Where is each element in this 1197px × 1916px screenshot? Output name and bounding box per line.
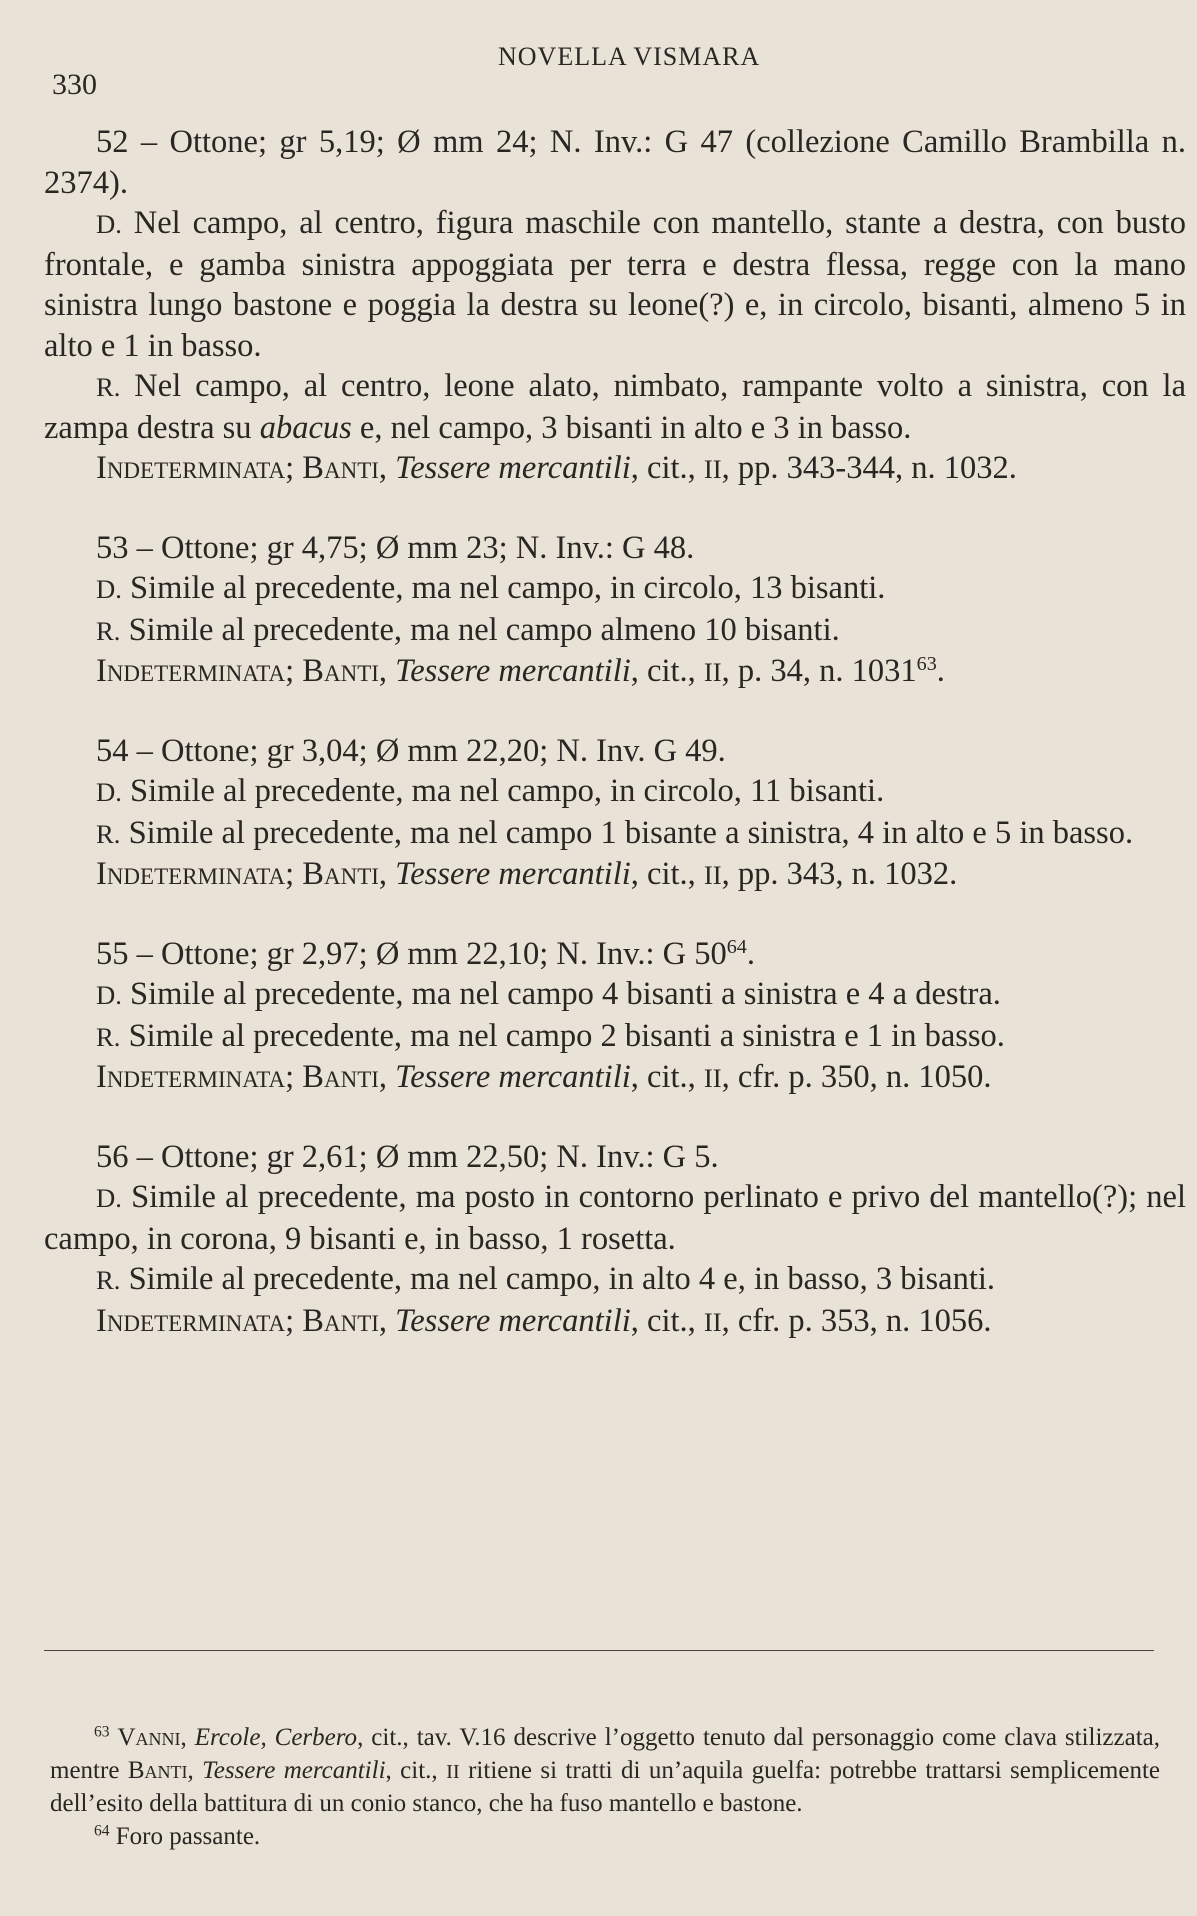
obverse-text: Nel campo, al centro, figura maschile con mantello, stante a destra, con busto frontale, e gamba sinistra appoggiata per terra e destra flessa, regge con la mano sinistra lungo bastone e poggia la destra su leone(?) e, in circolo, bisanti, almeno 5 in alto e 1 in basso. [44, 205, 1186, 364]
entry-heading: 54 – Ottone; gr 3,04; Ø mm 22,20; N. Inv. G 49. [96, 732, 726, 769]
bibliographic-reference: Indeterminata; Banti, Tessere mercantili, cit., II, pp. 343-344, n. 1032. [96, 450, 1017, 486]
reverse-label: R. [96, 1021, 121, 1052]
classification: Indeterminata [96, 450, 286, 486]
classification: Indeterminata [96, 856, 286, 892]
volume: II [703, 1063, 722, 1093]
reverse-label: R. [96, 372, 121, 402]
catalogue-entry-53 [44, 528, 1186, 693]
catalogue-entry-55 [44, 934, 1186, 1099]
catalogue-entry-52 [44, 122, 1186, 490]
work-title: Ercole, Cerbero [194, 1724, 358, 1751]
author: Banti [302, 450, 379, 486]
entry-heading: 53 – Ottone; gr 4,75; Ø mm 23; N. Inv.: G 48. [96, 529, 695, 566]
footnote-ref-64[interactable]: 64 [726, 935, 747, 958]
entry-heading: 55 – Ottone; gr 2,97; Ø mm 22,10; N. Inv.: G $50^{64}$. [96, 935, 755, 972]
obverse-description: D. Simile al precedente, ma nel campo, in circolo, 11 bisanti. [96, 773, 885, 809]
bibliographic-reference: Indeterminata; Banti, Tessere mercantili, cit., II, p. 34, n. 1031$^{63}$. [96, 652, 945, 689]
reverse-label: R. [96, 1265, 121, 1295]
work-title: Tessere mercantili [395, 450, 631, 486]
italic-term: abacus [259, 409, 352, 446]
footnote-marker: 63 [94, 1723, 110, 1741]
work-title: Tessere mercantili [395, 1059, 631, 1095]
classification: Indeterminata [96, 1059, 286, 1095]
reverse-description: R. Nel campo, al centro, leone alato, nimbato, rampante volto a sinistra, con la zampa destra su abacus e, nel campo, 3 bisanti in alto e 3 in basso. [44, 368, 1186, 446]
reverse-description: R. Simile al precedente, ma nel campo almeno 10 bisanti. [96, 611, 840, 648]
work-title: Tessere mercantili [395, 1302, 631, 1339]
bibliographic-reference: Indeterminata; Banti, Tessere mercantili, cit., II, pp. 343, n. 1032. [96, 856, 958, 892]
reverse-description: R. Simile al precedente, ma nel campo 1 bisante a sinistra, 4 in alto e 5 in basso. [96, 814, 1134, 851]
author: Banti [302, 856, 379, 892]
reverse-label: R. [96, 615, 121, 646]
volume: II [446, 1760, 460, 1783]
footnote-63: $^{63}$ Vanni, Ercole, Cerbero, cit., tav. V.16 descrive l’oggetto tenuto dal personaggio come clava stilizzata, mentre Banti, Tessere mercantili, cit., II ritiene si tratti di un’aquila guelfa: potrebbe trattarsi semplicemente dell’esito della battitura di un conio stanco, che ha fuso mantello e bastone. [50, 1723, 1161, 1817]
classification: Indeterminata [96, 1302, 286, 1339]
footnote-marker: 64 [94, 1821, 110, 1839]
obverse-label: D. [96, 1183, 122, 1213]
author: Banti [302, 653, 379, 689]
entry-heading: 52 – Ottone; gr 5,19; Ø mm 24; N. Inv.: G 47 (collezione Camillo Brambilla n. 2374). [44, 124, 1186, 201]
footnote-ref-63[interactable]: 63 [916, 652, 937, 675]
obverse-description: D. Simile al precedente, ma posto in contorno perlinato e privo del mantello(?); nel campo, in corona, 9 bisanti e, in basso, 1 rosetta. [44, 1179, 1186, 1257]
work-title: Tessere mercantili [395, 653, 631, 689]
catalogue-entry-56 [44, 1137, 1186, 1343]
reverse-description: R. Simile al precedente, ma nel campo, in alto 4 e, in basso, 3 bisanti. [96, 1261, 996, 1297]
volume: II [703, 454, 722, 484]
author: Banti [127, 1756, 188, 1784]
author: Vanni [117, 1724, 181, 1751]
author: Banti [302, 1302, 379, 1339]
obverse-label: D. [96, 777, 122, 807]
work-title: Tessere mercantili [395, 856, 631, 892]
running-head: NOVELLA VISMARA [498, 42, 761, 71]
footnote-64: $^{64}$ Foro passante. [94, 1821, 261, 1850]
reverse-description: R. Simile al precedente, ma nel campo 2 bisanti a sinistra e 1 in basso. [96, 1017, 1005, 1054]
bibliographic-reference: Indeterminata; Banti, Tessere mercantili, cit., II, cfr. p. 353, n. 1056. [96, 1302, 992, 1339]
entry-heading: 56 – Ottone; gr 2,61; Ø mm 22,50; N. Inv.: G 5. [96, 1138, 719, 1175]
obverse-label: D. [96, 574, 122, 604]
footnotes [50, 1722, 1160, 1853]
obverse-label: D. [96, 980, 122, 1010]
catalogue-entry-54 [44, 731, 1186, 896]
footnote-divider [44, 1650, 1154, 1651]
volume: II [703, 860, 722, 890]
author: Banti [302, 1059, 379, 1095]
bibliographic-reference: Indeterminata; Banti, Tessere mercantili, cit., II, cfr. p. 350, n. 1050. [96, 1059, 992, 1095]
work-title: Tessere mercantili [202, 1756, 386, 1784]
obverse-description: D. Simile al precedente, ma nel campo 4 bisanti a sinistra e 4 a destra. [96, 976, 1001, 1012]
volume: II [703, 657, 722, 687]
obverse-description [44, 203, 1186, 366]
classification: Indeterminata [96, 653, 286, 689]
volume: II [703, 1306, 722, 1337]
obverse-description: D. Simile al precedente, ma nel campo, in circolo, 13 bisanti. [96, 570, 886, 606]
page-number: 330 [52, 68, 97, 101]
catalogue-body [44, 122, 1186, 1380]
reverse-label: R. [96, 818, 121, 849]
obverse-label: D. [96, 209, 122, 239]
